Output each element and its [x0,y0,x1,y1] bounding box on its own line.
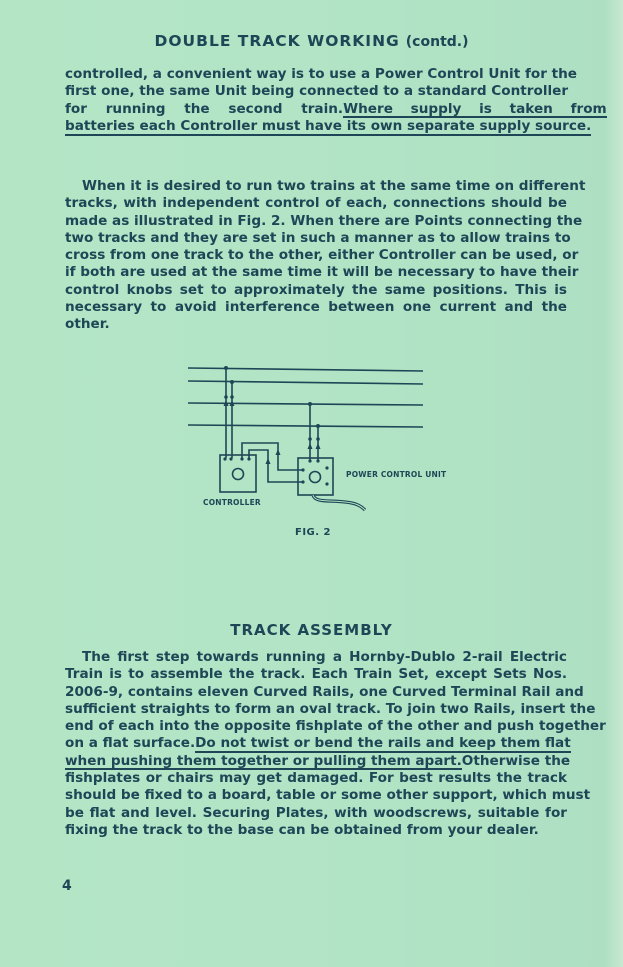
text-line: other. [65,316,110,333]
controller-box [220,455,256,492]
underlined-warning: Do not twist or bend the rails and keep them flat [195,735,571,752]
text-line: 2006-9, contains eleven Curved Rails, one Curved Terminal Rail and [65,683,584,700]
underlined-warning: Where supply is taken from [343,100,607,117]
controller-knob [233,469,244,480]
text-line: necessary to avoid interference between one current and the [65,299,567,316]
arrow-up-icon [266,458,271,464]
text-span: for running the second train. [65,100,344,117]
arrow-up-icon [276,449,281,455]
text-line: controlled, a convenient way is to use a Power Control Unit for the [65,66,578,82]
text-line: end of each into the opposite fishplate of the other and push together [65,718,606,735]
text-line: made as illustrated in Fig. 2. When there are Points connecting the [65,212,583,229]
text-line: control knobs set to approximately the same positions. This is [65,281,567,298]
text-line [65,752,571,770]
text-line: Train is to assemble the track. Each Train Set, except Sets Nos. [65,666,567,683]
arrow-up-icon [316,443,321,449]
mains-cable [313,495,365,510]
wire-link-1 [242,443,304,470]
underlined-warning: batteries each Controller must have its own separate supply source. [65,117,592,134]
text-line: fixing the track to the base can be obtained from your dealer. [65,821,539,838]
rail-line-3 [188,403,423,405]
page-number: 4 [62,878,72,894]
text-line: should be fixed to a board, table or some other support, which must [65,787,591,804]
text-line: first one, the same Unit being connected to a standard Controller [65,83,569,100]
rail-line-1 [188,368,423,371]
heading-title: DOUBLE TRACK WORKING [154,32,400,50]
controller-label: CONTROLLER [203,498,261,507]
text-line: cross from one track to the other, either Controller can be used, or [65,247,579,264]
underlined-warning: when pushing them together or pulling them apart. [65,752,462,769]
text-line [65,735,571,752]
text-span: on a flat surface. [65,735,196,752]
text-line: When it is desired to run two trains at the same time on different [82,178,586,194]
section-heading-track-assembly [0,621,623,639]
paragraph-track-assembly [65,649,606,839]
text-line: be flat and level. Securing Plates, with woodscrews, suitable for [65,804,567,821]
arrow-up-icon [308,443,313,449]
pcu-knob [310,472,321,483]
pcu-box [298,458,333,495]
heading-title: TRACK ASSEMBLY [230,621,393,639]
power-control-unit-label: POWER CONTROL UNIT [346,470,447,479]
figure-caption: FIG. 2 [295,527,331,538]
rail-line-2 [188,381,423,384]
text-line: two tracks and they are set in such a manner as to allow trains to [65,229,571,246]
text-line: tracks, with independent control of each, connections should be [65,195,567,212]
text-span: Otherwise the [461,752,571,769]
text-line: The first step towards running a Hornby-Dublo 2-rail Electric [82,649,567,665]
heading-suffix: (contd.) [405,34,469,50]
text-line: fishplates or chairs may get damaged. For best results the track [65,770,567,787]
rail-line-4 [188,425,423,427]
text-line: if both are used at the same time it will be necessary to have their [65,264,579,281]
text-line: sufficient straights to form an oval track. To join two Rails, insert the [65,700,596,717]
